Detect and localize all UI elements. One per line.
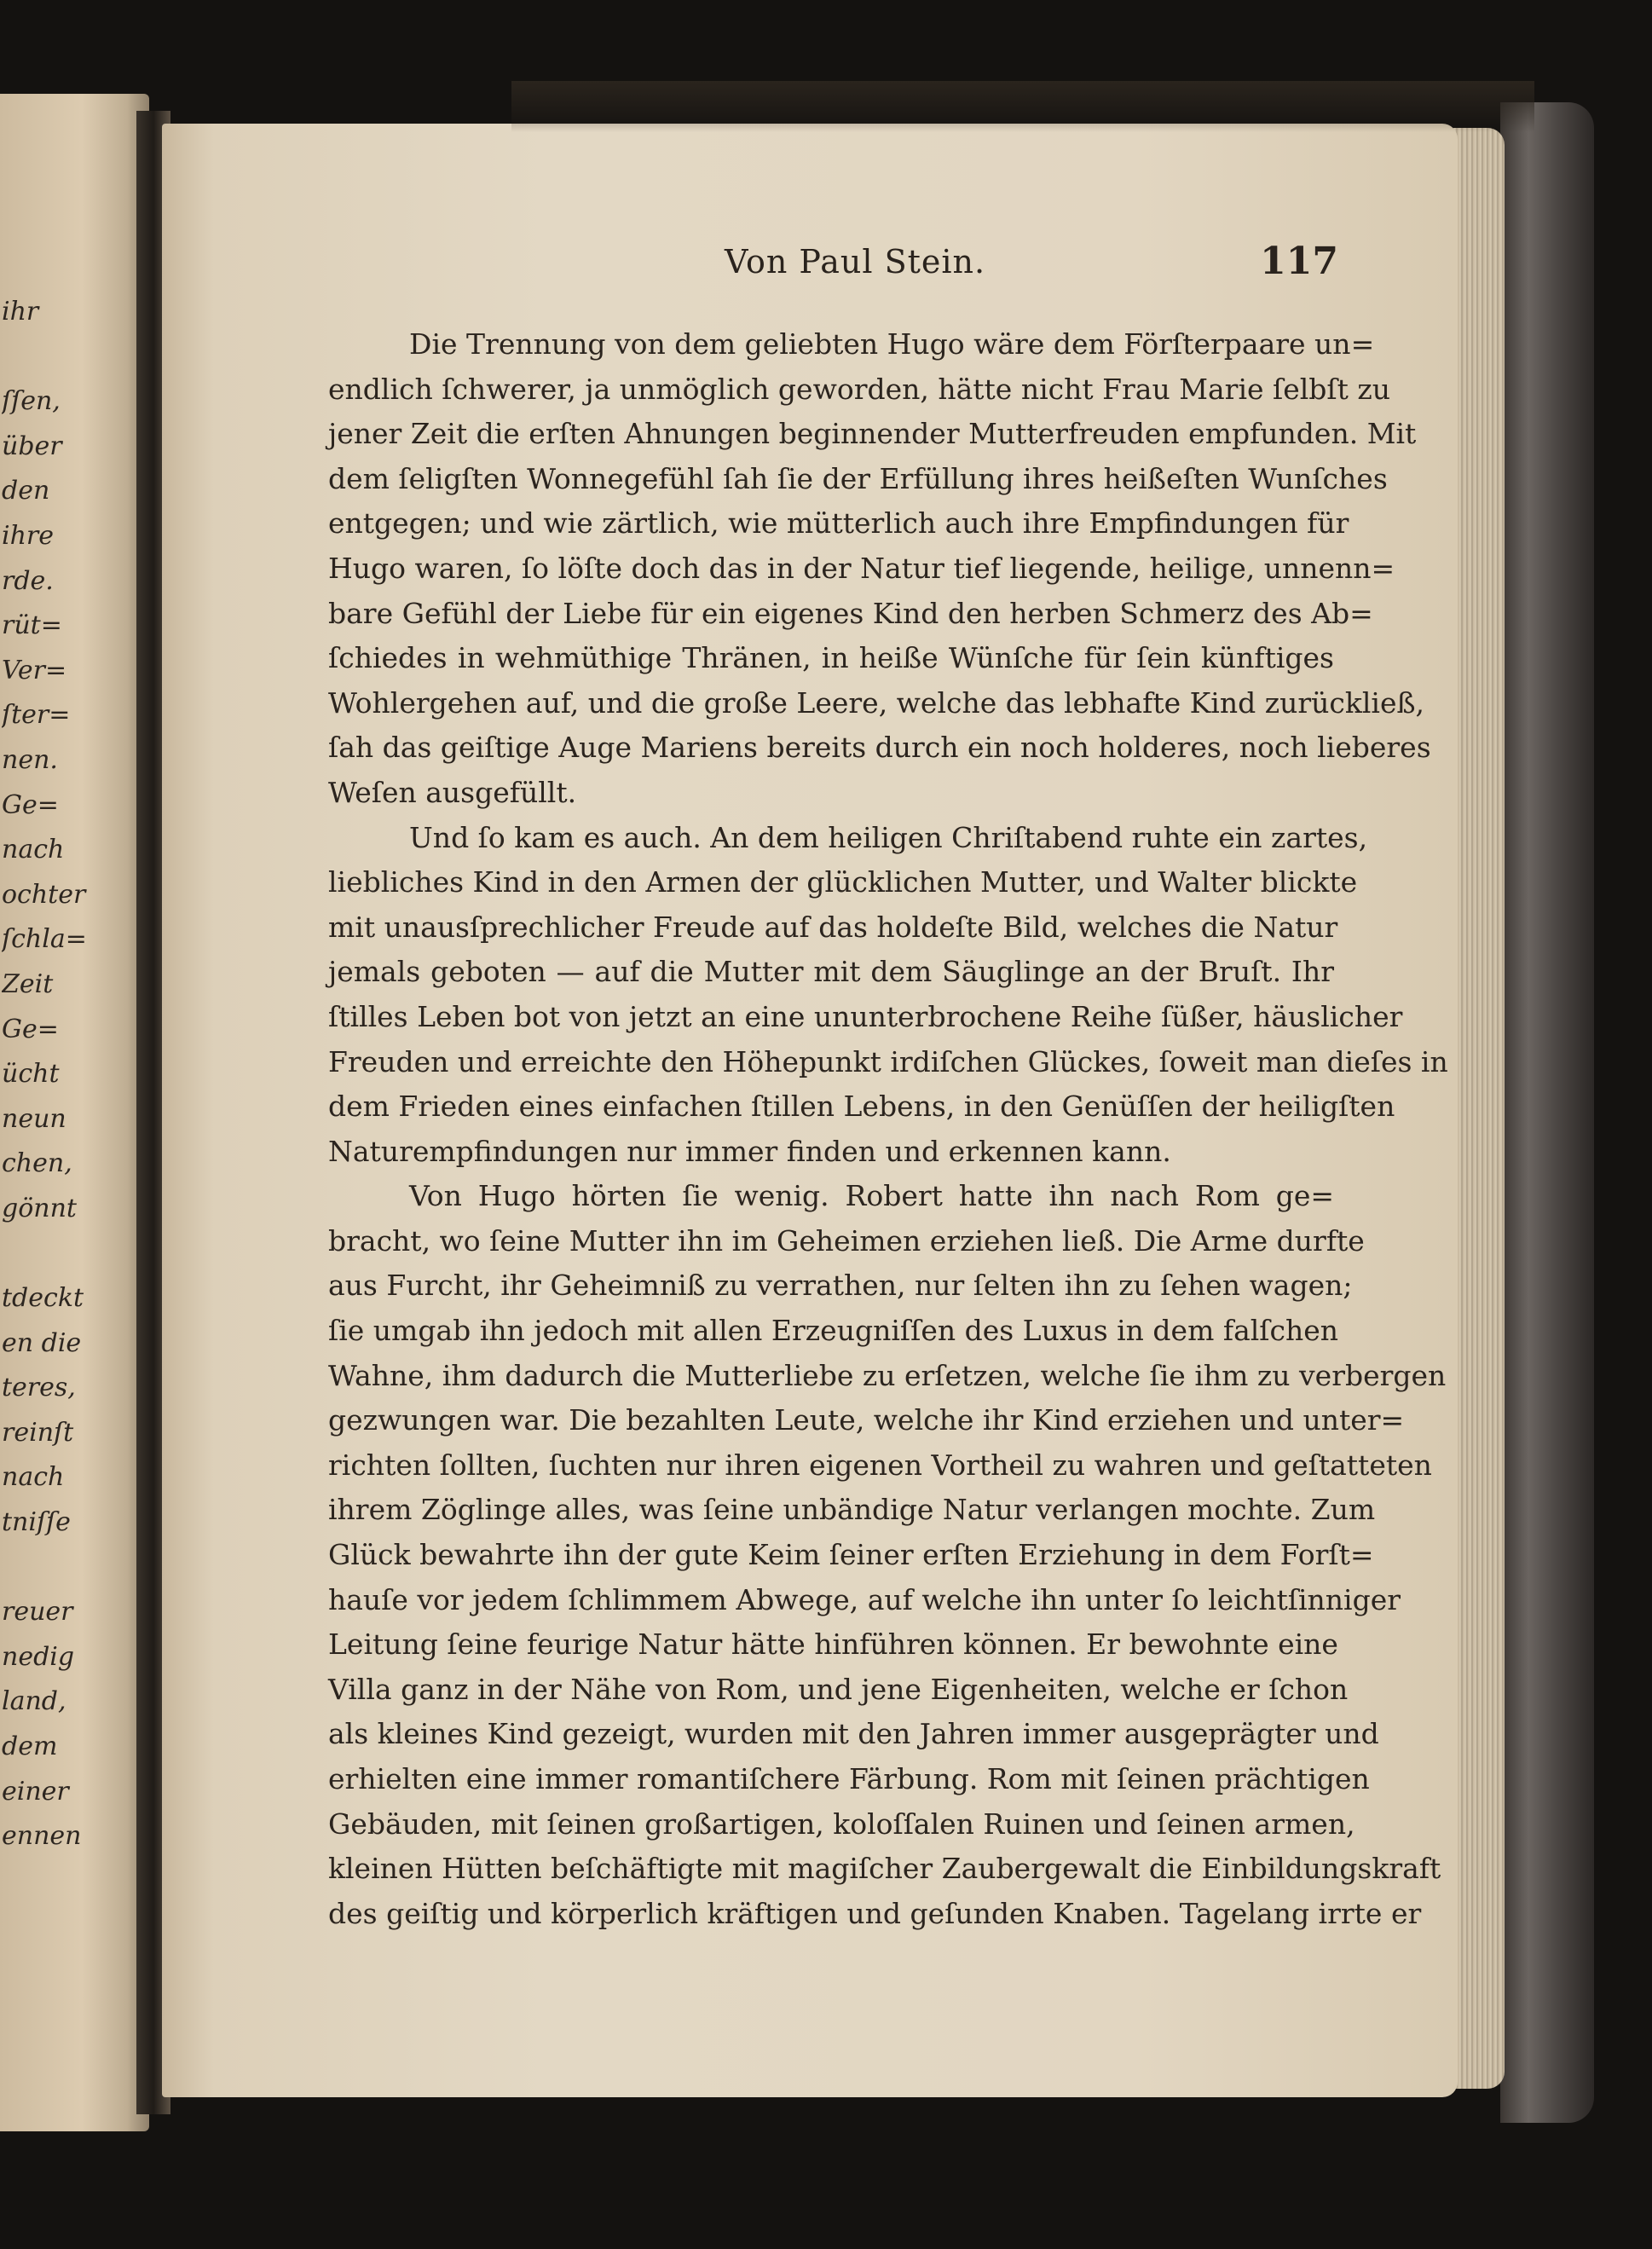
left-page-fragment: ochter [2,879,86,910]
left-page-fragment: nach [2,835,65,865]
left-page-fragment [2,1546,87,1591]
left-page-fragment: nach [2,1462,65,1493]
text-line: ſah das geiſtige Auge Mariens bereits durch ein noch holderes, noch lieberes [328,731,1431,765]
left-page-fragment: Zeit [2,968,54,999]
left-page-fragment: rüt= [2,610,62,641]
text-line: bracht, wo ſeine Mutter ihn im Geheimen erziehen ließ. Die Arme durfte [328,1223,1365,1257]
page-number: 117 [1260,240,1338,283]
text-line: entgegen; und wie zärtlich, wie mütterlich auch ihre Empfindungen für [328,506,1349,541]
text-line: Weſen ausgefüllt. [328,775,577,809]
left-page-fragment: Ver= [2,655,67,685]
text-line: Villa ganz in der Nähe von Rom, und jene Eigenheiten, welche er ſchon [328,1672,1349,1706]
text-line: ſie umgab ihn jedoch mit allen Erzeugniſſen des Luxus in dem falſchen [328,1314,1339,1348]
left-page-fragment: rde. [2,565,54,596]
text-line: erhielten eine immer romantiſchere Färbung. Rom mit ſeinen prächtigen [328,1762,1370,1795]
text-line: dem ſeligſten Wonnegefühl ſah ſie der Erfüllung ihres heißeſten Wunſches [328,461,1388,495]
left-page-text-fragments [2,290,87,1859]
text-line: Und ſo kam es auch. An dem heiligen Chriſtabend ruhte ein zartes, [409,820,1368,854]
left-page-fragment: ihre [2,520,55,551]
text-line: Naturempfindungen nur immer finden und erkennen kann. [328,1134,1171,1168]
left-page [0,94,149,2131]
text-line: aus Furcht, ihr Geheimniß zu verrathen, nur ſelten ihn zu ſehen wagen; [328,1269,1353,1303]
text-line: richten ſollten, ſuchten nur ihren eigenen Vortheil zu wahren und geſtatteten [328,1448,1432,1482]
text-line: kleinen Hütten beſchäftigte mit magiſcher Zaubergewalt die Einbildungskraft [328,1852,1441,1886]
page-header [324,240,1338,294]
text-line: liebliches Kind in den Armen der glücklichen Mutter, und Walter blickte [328,865,1358,899]
left-page-fragment: ennen [2,1821,82,1852]
left-page-fragment: dem [2,1732,58,1761]
text-line: Hugo waren, ſo löſte doch das in der Natur tief liegende, heilige, unnenn= [328,551,1395,585]
left-page-fragment: ücht [2,1059,60,1090]
left-page-fragment [2,335,87,380]
text-line: hauſe vor jedem ſchlimmem Abwege, auf welche ihn unter ſo leichtſinniger [328,1582,1401,1616]
text-line: mit unausſprechlicher Freude auf das holdeſte Bild, welches die Natur [328,910,1338,944]
text-line: Glück bewahrte ihn der gute Keim ſeiner erſten Erziehung in dem Forſt= [328,1538,1374,1572]
running-head: Von Paul Stein. [725,243,986,280]
left-page-fragment: neun [2,1103,66,1134]
text-line: jener Zeit die erſten Ahnungen beginnender Mutterfreuden empfunden. Mit [328,417,1417,451]
left-page-fragment: gönnt [2,1193,77,1223]
left-page-fragment: teres, [2,1373,76,1403]
body-text [328,322,1448,1936]
text-line: Die Trennung von dem geliebten Hugo wäre dem Förſterpaare un= [409,327,1375,361]
text-line: Von Hugo hörten ſie wenig. Robert hatte ihn nach Rom ge= [409,1179,1334,1213]
left-page-fragment: Ge= [2,1014,59,1044]
text-line: des geiſtig und körperlich kräftigen und geſunden Knaben. Tagelang irrte er [328,1896,1422,1930]
text-line: Gebäuden, mit ſeinen großartigen, koloſſalen Ruinen und ſeinen armen, [328,1807,1355,1841]
left-page-fragment: reinſt [2,1417,74,1448]
left-page-fragment: nen. [2,744,58,775]
left-page-fragment: den [2,476,50,506]
left-page-fragment: Ge= [2,789,59,820]
text-line: ihrem Zöglinge alles, was ſeine unbändige Natur verlangen mochte. Zum [328,1493,1376,1527]
text-line: ſchiedes in wehmüthige Thränen, in heiße Wünſche für ſein künftiges [328,641,1334,675]
left-page-fragment: reuer [2,1597,73,1627]
text-line: gezwungen war. Die bezahlten Leute, welche ihr Kind erziehen und unter= [328,1403,1405,1437]
text-line: bare Gefühl der Liebe für ein eigenes Kind den herben Schmerz des Ab= [328,596,1373,630]
left-page-fragment: ſchla= [2,924,87,955]
text-line: Leitung ſeine feurige Natur hätte hinführen können. Er bewohnte eine [328,1627,1338,1662]
left-page-fragment: ſſen, [2,386,61,417]
book-cover-edge [1500,102,1594,2123]
page-stack-edge [1453,128,1505,2089]
left-page-fragment: land, [2,1686,66,1717]
top-shadow [511,81,1534,132]
left-page-fragment: tniſſe [2,1507,71,1538]
left-page-fragment: einer [2,1776,69,1807]
text-line: ſtilles Leben bot von jetzt an eine ununterbrochene Reihe ſüßer, häuslicher [328,999,1403,1033]
left-page-fragment: ihr [2,297,39,327]
text-line: endlich ſchwerer, ja unmöglich geworden, hätte nicht Frau Marie ſelbſt zu [328,372,1391,406]
text-line: als kleines Kind gezeigt, wurden mit den Jahren immer ausgeprägter und [328,1717,1379,1751]
left-page-fragment: über [2,431,62,461]
left-page-fragment: nedig [2,1641,75,1672]
text-line: jemals geboten — auf die Mutter mit dem Säuglinge an der Bruſt. Ihr [328,955,1334,989]
left-page-fragment [2,1231,87,1276]
left-page-fragment: en die [2,1327,82,1358]
text-line: Wahne, ihm dadurch die Mutterliebe zu erſetzen, welche ſie ihm zu verbergen [328,1358,1447,1392]
text-line: Freuden und erreichte den Höhepunkt irdiſchen Glückes, ſoweit man dieſes in [328,1044,1448,1078]
text-line: Wohlergehen auf, und die große Leere, welche das lebhafte Kind zurückließ, [328,685,1425,720]
text-line: dem Frieden eines einfachen ſtillen Lebens, in den Genüſſen der heiligſten [328,1090,1395,1124]
left-page-fragment: tdeckt [2,1283,84,1314]
left-page-fragment: ſter= [2,700,71,731]
left-page-fragment: chen, [2,1148,72,1179]
